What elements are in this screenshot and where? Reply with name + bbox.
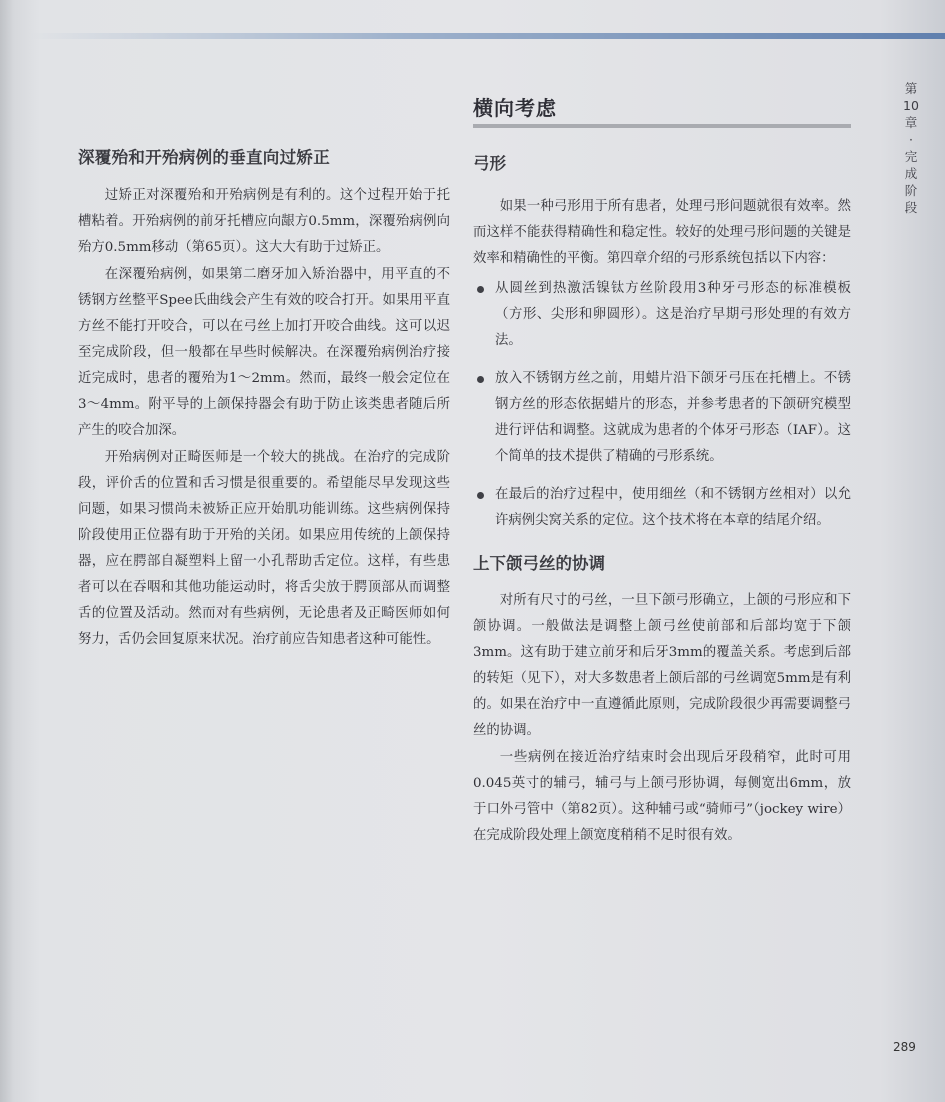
list-item-text: 在最后的治疗过程中，使用细丝（和不锈钢方丝相对）以允许病例尖窝关系的定位。这个技术将在本章的结尾介绍。 — [495, 487, 851, 528]
left-paragraph: 开殆病例对正畸医师是一个较大的挑战。在治疗的完成阶段，评价舌的位置和舌习惯是很重要的。希望能尽早发现这些问题，如果习惯尚未被矫正应开始肌功能训练。这些病例保持阶段使用正位器有助于开殆的关闭。如果应用传统的上颌保持器，应在腭部自凝塑料上留一小孔帮助舌定位。这样，有些患者可以在吞咽和其他功能运动时，将舌尖放于腭顶部从而调整舌的位置及活动。然而对有些病例，无论患者及正畸医师如何努力，舌仍会回复原来状况。治疗前应告知患者这种可能性。 — [78, 450, 450, 647]
section-heading-vertical-overcorrection: 深覆殆和开殆病例的垂直向过矫正 — [78, 148, 330, 167]
right-column — [473, 92, 851, 850]
list-item — [473, 482, 851, 534]
list-item — [473, 276, 851, 354]
page-number: 289 — [893, 1040, 916, 1054]
subheading-archwire-coordination: 上下颌弓丝的协调 — [473, 554, 605, 573]
left-paragraph: 在深覆殆病例，如果第二磨牙加入矫治器中，用平直的不锈钢方丝整平Spee氏曲线会产生有效的咬合打开。如果用平直方丝不能打开咬合，可以在弓丝上加打开咬合曲线。这可以迟至完成阶段，但一般都在早些时候解决。在深覆殆病例治疗接近完成时，患者的覆殆为1～2mm。然而，最终一般会定位在3～4mm。附平导的上颌保持器会有助于防止该类患者随后所产生的咬合加深。 — [78, 267, 450, 438]
left-column — [78, 144, 450, 654]
chapter-tab-char: 成 — [904, 166, 918, 181]
coordination-paragraph: 对所有尺寸的弓丝，一旦下颌弓形确立，上颌的弓形应和下颌协调。一般做法是调整上颌弓丝使前部和后部均宽于下颌3mm。这有助于建立前牙和后牙3mm的覆盖关系。考虑到后部的转矩（见下），对大多数患者上颌后部的弓丝调宽5mm是有利的。如果在治疗中一直遵循此原则，完成阶段很少再需要调整弓丝的协调。 — [473, 593, 851, 738]
arch-intro-paragraph: 如果一种弓形用于所有患者，处理弓形问题就很有效率。然而这样不能获得精确性和稳定性。较好的处理弓形问题的关键是效率和精确性的平衡。第四章介绍的弓形系统包括以下内容： — [473, 199, 851, 266]
chapter-tab — [896, 80, 926, 216]
chapter-tab-char: · — [909, 132, 913, 147]
chapter-tab-char: 完 — [904, 149, 918, 164]
list-item-text: 放入不锈钢方丝之前，用蜡片沿下颌牙弓压在托槽上。不锈钢方丝的形态依据蜡片的形态，并参考患者的下颌研究模型进行评估和调整。这就成为患者的个体牙弓形态（IAF）。这个简单的技术提供了精确的弓形系统。 — [495, 371, 851, 464]
bullet-icon — [477, 376, 484, 383]
arch-system-list — [473, 276, 851, 534]
bullet-icon — [477, 286, 484, 293]
chapter-tab-char: 阶 — [904, 183, 918, 198]
chapter-tab-char: 章 — [904, 115, 918, 130]
header-color-band — [30, 33, 945, 39]
coordination-paragraph: 一些病例在接近治疗结束时会出现后牙段稍窄，此时可用0.045英寸的辅弓，辅弓与上颌弓形协调，每侧宽出6mm，放于口外弓管中（第82页）。这种辅弓或“骑师弓”（jockey wire）在完成阶段处理上颌宽度稍稍不足时很有效。 — [473, 750, 851, 843]
chapter-tab-char: 10 — [903, 98, 919, 113]
bullet-icon — [477, 492, 484, 499]
chapter-tab-char: 第 — [904, 81, 918, 96]
list-item — [473, 366, 851, 470]
list-item-text: 从圆丝到热激活镍钛方丝阶段用3种牙弓形态的标准模板（方形、尖形和卵圆形）。这是治疗早期弓形处理的有效方法。 — [495, 281, 851, 348]
left-paragraph: 过矫正对深覆殆和开殆病例是有利的。这个过程开始于托槽粘着。开殆病例的前牙托槽应向龈方0.5mm，深覆殆病例向殆方0.5mm移动（第65页）。这大大有助于过矫正。 — [78, 188, 450, 255]
chapter-tab-char: 段 — [904, 200, 918, 215]
subheading-arch-form: 弓形 — [473, 154, 506, 173]
section-title-transverse: 横向考虑 — [473, 92, 851, 128]
